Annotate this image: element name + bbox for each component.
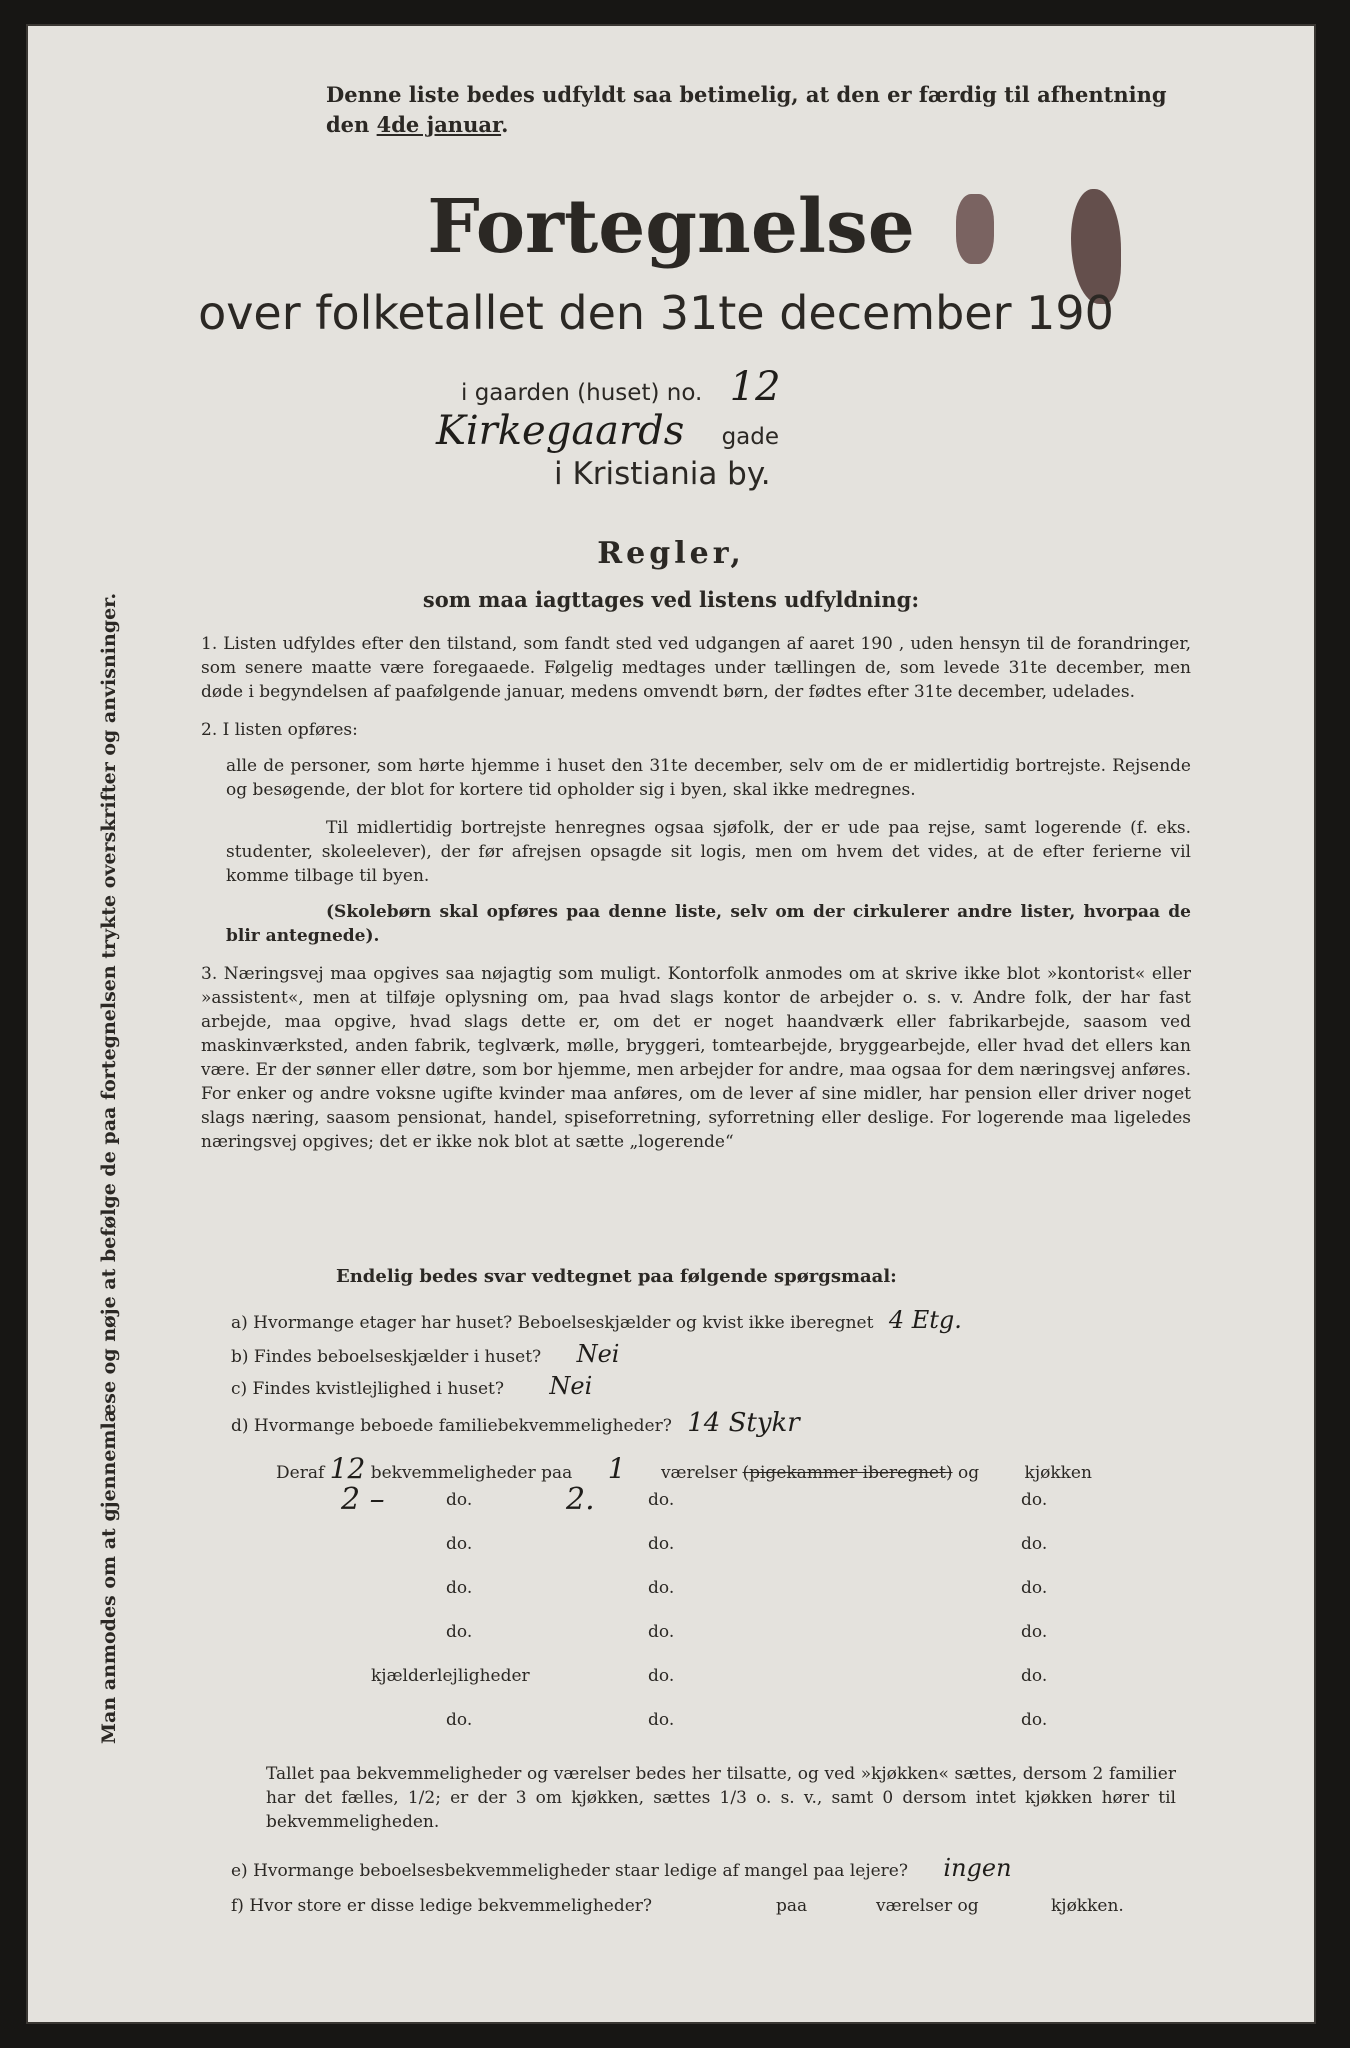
do-row-1: 2 – do. 2. do. do.	[341, 1482, 1048, 1517]
house-number: 12	[729, 364, 781, 410]
house-label: i gaarden (huset) no.	[461, 380, 703, 406]
do-row-3: do. do. do.	[446, 1578, 1048, 1598]
sidebar-instruction: Man anmodes om at gjennemlæse og nøje at befølge de paa fortegnelsen trykte overskrifter og anvisninger.	[98, 592, 120, 1744]
question-f: f) Hvor store er disse ledige bekvemmeligheder? paa værelser og kjøkken.	[231, 1896, 1124, 1916]
kitchen-note: Tallet paa bekvemmeligheder og værelser bedes her tilsatte, og ved »kjøkken« sættes, dersom 2 familier har det fælles, 1/2; er der 3 om kjøkken, sættes 1/3 o. s. v., samt 0 dersom intet kjøkken hører til bekvemmeligheden.	[266, 1764, 1176, 1832]
rules-subheading: som maa iagttages ved listens udfyldning:	[422, 587, 920, 612]
deraf-count: 12	[329, 1452, 366, 1485]
question-d: d) Hvormange beboede familiebekvemmeligheder? 14 Stykr	[231, 1408, 800, 1438]
house-line	[461, 364, 781, 410]
rule-3: 3. Næringsvej maa opgives saa nøjagtig som muligt. Kontorfolk anmodes om at skrive ikke blot »kontorist« eller »assistent«, men at tilføje oplysning om, paa hvad slags kontor de arbejder o. s. v. Andre folk, der har fast arbejde, maa opgive, hvad slags dette er, om det er noget haandværk eller fabrikarbejde, saasom ved maskinværksted, anden fabrik, teglværk, mølle, bryggeri, tomtearbejde, bryggearbejde, eller hvad det ellers kan være. Er der sønner eller døtre, som bor hjemme, men arbejder for andre, maa ogsaa for dem næringsvej anføres. For enker og andre voksne ugifte kvinder maa anføres, om de lever af sine midler, har pension eller driver noget slags næring, saasom pensionat, handel, spiseforretning, syforretning eller deslige. For logerende maa ligeledes næringsvej opgives; det er ikke nok blot at sætte „logerende“	[201, 964, 1191, 1152]
do-row-4: do. do. do.	[446, 1622, 1048, 1642]
answer-a: 4 Etg.	[888, 1306, 962, 1334]
do-row-5: do. do. do.	[446, 1710, 1048, 1730]
form-subtitle: over folketallet den 31te december 190	[198, 286, 1114, 340]
do-row-2: do. do. do.	[446, 1534, 1048, 1554]
questions-intro: Endelig bedes svar vedtegnet paa følgende spørgsmaal:	[336, 1266, 897, 1287]
deraf-row: Deraf 12 bekvemmeligheder paa 1 værelser (pigekammer iberegnet) og kjøkken	[276, 1452, 1092, 1485]
pickup-date: 4de januar	[376, 112, 502, 137]
rule-2-a: alle de personer, som hørte hjemme i huset den 31te december, selv om de er midlertidig bortrejste. Rejsende og besøgende, der blot for kortere tid opholder sig i byen, skal ikke medregnes.	[226, 756, 1191, 800]
deraf-rooms: 1	[607, 1452, 626, 1485]
street-line	[436, 408, 779, 454]
street-suffix: gade	[721, 424, 780, 450]
question-b: b) Findes beboelseskjælder i huset? Nei	[231, 1340, 620, 1368]
question-a: a) Hvormange etager har huset? Beboelseskjælder og kvist ikke iberegnet 4 Etg.	[231, 1306, 962, 1334]
answer-b: Nei	[576, 1340, 620, 1368]
answer-e: ingen	[943, 1854, 1012, 1882]
rule-2-b: Til midlertidig bortrejste henregnes ogsaa sjøfolk, der er ude paa rejse, samt logerende (f. eks. studenter, skoleelever), der før afrejsen opsagde sit logis, men om hvem det vides, at de efter ferierne vil komme tilbage til byen.	[226, 818, 1191, 886]
rules-body	[201, 632, 1191, 1154]
kjaelder-row: kjælderlejligheder do. do.	[371, 1666, 1048, 1686]
census-form	[26, 24, 1316, 2024]
header-note: Denne liste bedes udfyldt saa betimelig, at den er færdig til afhentning den 4de januar.	[326, 82, 1167, 137]
question-c: c) Findes kvistlejlighed i huset? Nei	[231, 1372, 593, 1400]
question-e: e) Hvormange beboelsesbekvemmeligheder staar ledige af mangel paa lejere? ingen	[231, 1854, 1012, 1882]
answer-d: 14 Stykr	[687, 1408, 800, 1438]
rule-1: 1. Listen udfyldes efter den tilstand, som fandt sted ved udgangen af aaret 190 , uden hensyn til de forandringer, som senere maatte være foregaaede. Følgelig medtages under tællingen de, som levede 31te december, men døde i begyndelsen af paafølgende januar, medens omvendt børn, der fødtes efter 31te december, udelades.	[201, 634, 1191, 702]
rule-2-intro: 2. I listen opføres:	[201, 720, 358, 740]
city-line: i Kristiania by.	[554, 456, 771, 492]
rules-heading: Regler,	[597, 536, 745, 571]
street-name: Kirkegaards	[436, 408, 685, 454]
rule-2-c: (Skolebørn skal opføres paa denne liste, selv om der cirkulerer andre lister, hvorpaa de blir antegnede).	[226, 902, 1191, 946]
answer-c: Nei	[549, 1372, 593, 1400]
form-title: Fortegnelse	[427, 184, 915, 270]
